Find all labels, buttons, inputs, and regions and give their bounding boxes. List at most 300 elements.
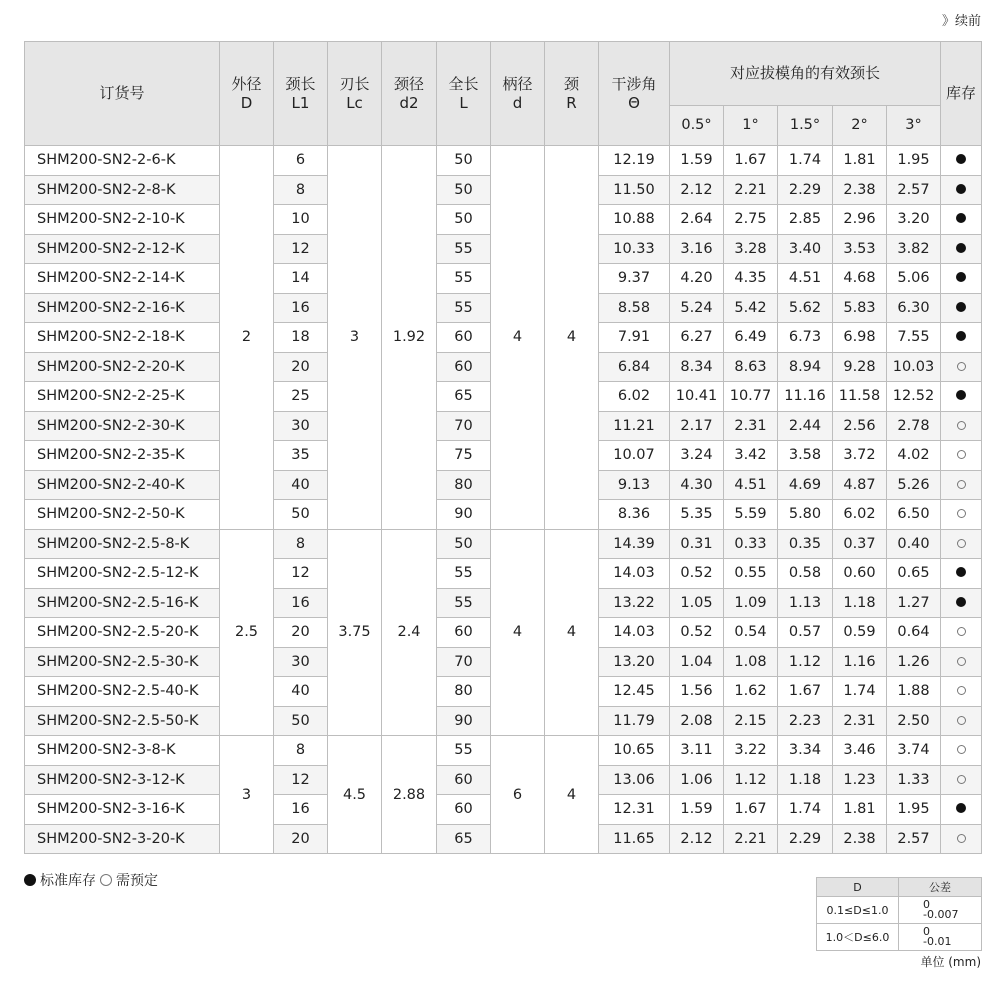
order-code-cell: SHM200-SN2-2-8-K — [25, 175, 220, 205]
neck-length-cell: 30 — [274, 647, 328, 677]
effective-length-cell: 3.74 — [887, 736, 941, 766]
effective-length-cell: 5.42 — [724, 293, 778, 323]
stock-cell — [941, 706, 982, 736]
continued-label: 》续前 — [941, 14, 981, 29]
stock-cell — [941, 765, 982, 795]
effective-length-cell: 2.21 — [724, 824, 778, 854]
effective-length-cell: 2.29 — [778, 175, 833, 205]
neck-length-cell: 35 — [274, 441, 328, 471]
order-code-cell: SHM200-SN2-2-16-K — [25, 293, 220, 323]
stock-full-icon — [956, 390, 966, 400]
order-code-cell: SHM200-SN2-2-6-K — [25, 146, 220, 176]
effective-length-cell: 5.59 — [724, 500, 778, 530]
neck-r-cell: 4 — [545, 529, 599, 736]
table-row — [25, 529, 982, 559]
effective-length-cell: 1.81 — [833, 146, 887, 176]
total-length-cell: 65 — [437, 382, 491, 412]
effective-length-cell: 1.18 — [778, 765, 833, 795]
table-body — [25, 146, 982, 854]
effective-length-cell: 4.30 — [670, 470, 724, 500]
product-table — [24, 41, 982, 854]
effective-length-cell: 2.31 — [833, 706, 887, 736]
stock-cell — [941, 205, 982, 235]
stock-order-icon — [957, 421, 966, 430]
unit-label: 单位 (mm) — [920, 955, 981, 969]
effective-length-cell: 3.28 — [724, 234, 778, 264]
header-eff-angle: 3° — [887, 106, 941, 146]
stock-cell — [941, 588, 982, 618]
effective-length-cell: 0.52 — [670, 618, 724, 648]
effective-length-cell: 1.74 — [778, 795, 833, 825]
tolerance-table — [816, 877, 982, 951]
stock-full-icon — [956, 272, 966, 282]
total-length-cell: 75 — [437, 441, 491, 471]
stock-cell — [941, 677, 982, 707]
stock-full-icon — [956, 213, 966, 223]
effective-length-cell: 1.26 — [887, 647, 941, 677]
effective-length-cell: 1.67 — [724, 795, 778, 825]
effective-length-cell: 3.22 — [724, 736, 778, 766]
tolerance-header-d: D — [817, 878, 899, 897]
neck-length-cell: 14 — [274, 264, 328, 294]
total-length-cell: 55 — [437, 736, 491, 766]
effective-length-cell: 3.58 — [778, 441, 833, 471]
order-code-cell: SHM200-SN2-2.5-8-K — [25, 529, 220, 559]
angle-cell: 7.91 — [599, 323, 670, 353]
neck-length-cell: 16 — [274, 588, 328, 618]
effective-length-cell: 0.33 — [724, 529, 778, 559]
total-length-cell: 65 — [437, 824, 491, 854]
effective-length-cell: 3.82 — [887, 234, 941, 264]
stock-cell — [941, 411, 982, 441]
effective-length-cell: 1.23 — [833, 765, 887, 795]
blade-length-cell: 3 — [328, 146, 382, 530]
stock-order-icon — [957, 627, 966, 636]
total-length-cell: 60 — [437, 352, 491, 382]
neck-r-cell: 4 — [545, 736, 599, 854]
effective-length-cell: 1.62 — [724, 677, 778, 707]
shank-cell: 4 — [491, 529, 545, 736]
effective-length-cell: 0.54 — [724, 618, 778, 648]
effective-length-cell: 1.12 — [724, 765, 778, 795]
effective-length-cell: 5.35 — [670, 500, 724, 530]
angle-cell: 11.65 — [599, 824, 670, 854]
stock-cell — [941, 618, 982, 648]
effective-length-cell: 1.88 — [887, 677, 941, 707]
effective-length-cell: 1.59 — [670, 795, 724, 825]
effective-length-cell: 4.51 — [724, 470, 778, 500]
stock-order-icon — [957, 745, 966, 754]
header-stock: 库存 — [941, 42, 982, 146]
effective-length-cell: 4.51 — [778, 264, 833, 294]
total-length-cell: 55 — [437, 559, 491, 589]
total-length-cell: 55 — [437, 264, 491, 294]
neck-length-cell: 12 — [274, 234, 328, 264]
order-code-cell: SHM200-SN2-2.5-30-K — [25, 647, 220, 677]
effective-length-cell: 3.24 — [670, 441, 724, 471]
effective-length-cell: 0.58 — [778, 559, 833, 589]
effective-length-cell: 2.50 — [887, 706, 941, 736]
effective-length-cell: 4.02 — [887, 441, 941, 471]
stock-full-icon — [956, 184, 966, 194]
effective-length-cell: 3.34 — [778, 736, 833, 766]
stock-full-icon — [956, 331, 966, 341]
tolerance-range: 1.0＜D≤6.0 — [817, 924, 899, 951]
total-length-cell: 60 — [437, 765, 491, 795]
angle-cell: 14.39 — [599, 529, 670, 559]
effective-length-cell: 2.29 — [778, 824, 833, 854]
effective-length-cell: 2.64 — [670, 205, 724, 235]
header-neck-diameter: 颈径 d2 — [382, 42, 437, 146]
angle-cell: 10.88 — [599, 205, 670, 235]
order-code-cell: SHM200-SN2-2-14-K — [25, 264, 220, 294]
effective-length-cell: 6.73 — [778, 323, 833, 353]
header-total-length: 全长 L — [437, 42, 491, 146]
stock-order-icon — [957, 539, 966, 548]
effective-length-cell: 6.50 — [887, 500, 941, 530]
effective-length-cell: 1.33 — [887, 765, 941, 795]
effective-length-cell: 3.42 — [724, 441, 778, 471]
order-code-cell: SHM200-SN2-2-30-K — [25, 411, 220, 441]
effective-length-cell: 5.62 — [778, 293, 833, 323]
header-od: 外径 D — [220, 42, 274, 146]
stock-cell — [941, 323, 982, 353]
order-code-cell: SHM200-SN2-2.5-16-K — [25, 588, 220, 618]
effective-length-cell: 2.57 — [887, 175, 941, 205]
effective-length-cell: 1.12 — [778, 647, 833, 677]
stock-order-icon — [957, 775, 966, 784]
stock-cell — [941, 470, 982, 500]
stock-order-icon — [957, 686, 966, 695]
stock-cell — [941, 352, 982, 382]
angle-cell: 10.07 — [599, 441, 670, 471]
table-row — [25, 146, 982, 176]
effective-length-cell: 1.67 — [778, 677, 833, 707]
total-length-cell: 70 — [437, 411, 491, 441]
order-code-cell: SHM200-SN2-2.5-50-K — [25, 706, 220, 736]
od-cell: 2.5 — [220, 529, 274, 736]
effective-length-cell: 8.34 — [670, 352, 724, 382]
neck-diameter-cell: 2.4 — [382, 529, 437, 736]
effective-length-cell: 4.68 — [833, 264, 887, 294]
stock-full-icon — [956, 803, 966, 813]
neck-length-cell: 20 — [274, 824, 328, 854]
effective-length-cell: 2.12 — [670, 175, 724, 205]
effective-length-cell: 12.52 — [887, 382, 941, 412]
total-length-cell: 80 — [437, 470, 491, 500]
total-length-cell: 50 — [437, 175, 491, 205]
order-code-cell: SHM200-SN2-3-8-K — [25, 736, 220, 766]
angle-cell: 9.13 — [599, 470, 670, 500]
order-code-cell: SHM200-SN2-2.5-12-K — [25, 559, 220, 589]
od-cell: 2 — [220, 146, 274, 530]
neck-length-cell: 16 — [274, 293, 328, 323]
neck-length-cell: 50 — [274, 500, 328, 530]
total-length-cell: 55 — [437, 234, 491, 264]
angle-cell: 11.79 — [599, 706, 670, 736]
stock-cell — [941, 736, 982, 766]
angle-cell: 12.45 — [599, 677, 670, 707]
effective-length-cell: 0.59 — [833, 618, 887, 648]
header-effective-length-group: 对应拔模角的有效颈长 — [670, 42, 941, 106]
effective-length-cell: 2.56 — [833, 411, 887, 441]
neck-length-cell: 6 — [274, 146, 328, 176]
order-code-cell: SHM200-SN2-2-25-K — [25, 382, 220, 412]
total-length-cell: 80 — [437, 677, 491, 707]
effective-length-cell: 3.53 — [833, 234, 887, 264]
neck-length-cell: 10 — [274, 205, 328, 235]
neck-diameter-cell: 1.92 — [382, 146, 437, 530]
stock-cell — [941, 824, 982, 854]
angle-cell: 9.37 — [599, 264, 670, 294]
neck-length-cell: 8 — [274, 736, 328, 766]
order-code-cell: SHM200-SN2-2-12-K — [25, 234, 220, 264]
header-eff-angle: 2° — [833, 106, 887, 146]
effective-length-cell: 0.65 — [887, 559, 941, 589]
total-length-cell: 60 — [437, 618, 491, 648]
angle-cell: 6.84 — [599, 352, 670, 382]
effective-length-cell: 8.94 — [778, 352, 833, 382]
stock-full-icon — [956, 567, 966, 577]
effective-length-cell: 2.78 — [887, 411, 941, 441]
effective-length-cell: 5.26 — [887, 470, 941, 500]
total-length-cell: 90 — [437, 706, 491, 736]
header-eff-angle: 1.5° — [778, 106, 833, 146]
angle-cell: 13.20 — [599, 647, 670, 677]
angle-cell: 10.33 — [599, 234, 670, 264]
effective-length-cell: 6.27 — [670, 323, 724, 353]
effective-length-cell: 2.85 — [778, 205, 833, 235]
effective-length-cell: 10.03 — [887, 352, 941, 382]
order-code-cell: SHM200-SN2-2.5-20-K — [25, 618, 220, 648]
effective-length-cell: 2.57 — [887, 824, 941, 854]
effective-length-cell: 2.44 — [778, 411, 833, 441]
total-length-cell: 50 — [437, 529, 491, 559]
neck-length-cell: 40 — [274, 677, 328, 707]
total-length-cell: 55 — [437, 588, 491, 618]
stock-full-icon — [956, 154, 966, 164]
shank-cell: 4 — [491, 146, 545, 530]
effective-length-cell: 1.95 — [887, 146, 941, 176]
effective-length-cell: 2.08 — [670, 706, 724, 736]
stock-cell — [941, 559, 982, 589]
effective-length-cell: 1.08 — [724, 647, 778, 677]
neck-length-cell: 25 — [274, 382, 328, 412]
effective-length-cell: 10.41 — [670, 382, 724, 412]
effective-length-cell: 0.31 — [670, 529, 724, 559]
header-neck-r: 颈 R — [545, 42, 599, 146]
neck-length-cell: 20 — [274, 352, 328, 382]
total-length-cell: 50 — [437, 146, 491, 176]
effective-length-cell: 1.59 — [670, 146, 724, 176]
tolerance-value: 0 -0.007 — [899, 897, 982, 924]
stock-cell — [941, 146, 982, 176]
neck-length-cell: 40 — [274, 470, 328, 500]
angle-cell: 13.22 — [599, 588, 670, 618]
stock-cell — [941, 795, 982, 825]
header-code: 订货号 — [25, 42, 220, 146]
effective-length-cell: 3.11 — [670, 736, 724, 766]
neck-r-cell: 4 — [545, 146, 599, 530]
order-code-cell: SHM200-SN2-3-12-K — [25, 765, 220, 795]
legend — [24, 870, 158, 890]
total-length-cell: 70 — [437, 647, 491, 677]
effective-length-cell: 6.02 — [833, 500, 887, 530]
stock-order-icon — [957, 509, 966, 518]
stock-order-icon — [957, 362, 966, 371]
effective-length-cell: 3.20 — [887, 205, 941, 235]
order-code-cell: SHM200-SN2-2-40-K — [25, 470, 220, 500]
header-eff-angle: 1° — [724, 106, 778, 146]
total-length-cell: 50 — [437, 205, 491, 235]
effective-length-cell: 0.52 — [670, 559, 724, 589]
effective-length-cell: 1.67 — [724, 146, 778, 176]
neck-length-cell: 50 — [274, 706, 328, 736]
stock-order-icon — [957, 657, 966, 666]
effective-length-cell: 0.64 — [887, 618, 941, 648]
stock-full-icon — [956, 302, 966, 312]
neck-diameter-cell: 2.88 — [382, 736, 437, 854]
effective-length-cell: 2.21 — [724, 175, 778, 205]
effective-length-cell: 9.28 — [833, 352, 887, 382]
effective-length-cell: 11.16 — [778, 382, 833, 412]
stock-cell — [941, 500, 982, 530]
blade-length-cell: 3.75 — [328, 529, 382, 736]
effective-length-cell: 0.35 — [778, 529, 833, 559]
effective-length-cell: 0.37 — [833, 529, 887, 559]
effective-length-cell: 10.77 — [724, 382, 778, 412]
angle-cell: 14.03 — [599, 618, 670, 648]
angle-cell: 12.31 — [599, 795, 670, 825]
stock-cell — [941, 234, 982, 264]
effective-length-cell: 3.46 — [833, 736, 887, 766]
effective-length-cell: 6.49 — [724, 323, 778, 353]
total-length-cell: 60 — [437, 795, 491, 825]
effective-length-cell: 4.87 — [833, 470, 887, 500]
blade-length-cell: 4.5 — [328, 736, 382, 854]
order-code-cell: SHM200-SN2-2-50-K — [25, 500, 220, 530]
neck-length-cell: 12 — [274, 765, 328, 795]
effective-length-cell: 0.60 — [833, 559, 887, 589]
effective-length-cell: 5.24 — [670, 293, 724, 323]
effective-length-cell: 1.74 — [778, 146, 833, 176]
effective-length-cell: 0.57 — [778, 618, 833, 648]
effective-length-cell: 1.05 — [670, 588, 724, 618]
neck-length-cell: 16 — [274, 795, 328, 825]
od-cell: 3 — [220, 736, 274, 854]
stock-full-icon — [956, 243, 966, 253]
angle-cell: 12.19 — [599, 146, 670, 176]
order-code-cell: SHM200-SN2-3-16-K — [25, 795, 220, 825]
angle-cell: 8.58 — [599, 293, 670, 323]
effective-length-cell: 1.27 — [887, 588, 941, 618]
neck-length-cell: 12 — [274, 559, 328, 589]
effective-length-cell: 1.13 — [778, 588, 833, 618]
neck-length-cell: 8 — [274, 529, 328, 559]
header-shank: 柄径 d — [491, 42, 545, 146]
effective-length-cell: 0.55 — [724, 559, 778, 589]
total-length-cell: 90 — [437, 500, 491, 530]
total-length-cell: 55 — [437, 293, 491, 323]
effective-length-cell: 5.06 — [887, 264, 941, 294]
order-code-cell: SHM200-SN2-2.5-40-K — [25, 677, 220, 707]
effective-length-cell: 8.63 — [724, 352, 778, 382]
effective-length-cell: 2.75 — [724, 205, 778, 235]
stock-full-icon — [956, 597, 966, 607]
effective-length-cell: 2.38 — [833, 175, 887, 205]
order-code-cell: SHM200-SN2-2-35-K — [25, 441, 220, 471]
total-length-cell: 60 — [437, 323, 491, 353]
effective-length-cell: 2.17 — [670, 411, 724, 441]
angle-cell: 6.02 — [599, 382, 670, 412]
angle-cell: 8.36 — [599, 500, 670, 530]
effective-length-cell: 1.18 — [833, 588, 887, 618]
angle-cell: 10.65 — [599, 736, 670, 766]
stock-cell — [941, 293, 982, 323]
header-blade-length: 刃长 Lc — [328, 42, 382, 146]
effective-length-cell: 4.35 — [724, 264, 778, 294]
shank-cell: 6 — [491, 736, 545, 854]
effective-length-cell: 1.95 — [887, 795, 941, 825]
header-angle: 干涉角 Θ — [599, 42, 670, 146]
effective-length-cell: 2.31 — [724, 411, 778, 441]
effective-length-cell: 6.30 — [887, 293, 941, 323]
order-code-cell: SHM200-SN2-2-20-K — [25, 352, 220, 382]
effective-length-cell: 4.69 — [778, 470, 833, 500]
stock-order-icon — [957, 716, 966, 725]
effective-length-cell: 1.81 — [833, 795, 887, 825]
effective-length-cell: 1.16 — [833, 647, 887, 677]
effective-length-cell: 1.04 — [670, 647, 724, 677]
header-neck-length: 颈长 L1 — [274, 42, 328, 146]
table-row — [25, 736, 982, 766]
angle-cell: 13.06 — [599, 765, 670, 795]
header-eff-angle: 0.5° — [670, 106, 724, 146]
effective-length-cell: 7.55 — [887, 323, 941, 353]
tolerance-value: 0 -0.01 — [899, 924, 982, 951]
effective-length-cell: 3.72 — [833, 441, 887, 471]
neck-length-cell: 8 — [274, 175, 328, 205]
stock-cell — [941, 382, 982, 412]
effective-length-cell: 4.20 — [670, 264, 724, 294]
neck-length-cell: 30 — [274, 411, 328, 441]
stock-cell — [941, 647, 982, 677]
effective-length-cell: 6.98 — [833, 323, 887, 353]
stock-order-icon — [957, 480, 966, 489]
legend-full-label: 标准库存 — [40, 873, 96, 889]
tolerance-header-tol: 公差 — [899, 878, 982, 897]
effective-length-cell: 1.09 — [724, 588, 778, 618]
stock-order-icon — [100, 874, 112, 886]
stock-order-icon — [957, 450, 966, 459]
effective-length-cell: 3.16 — [670, 234, 724, 264]
neck-length-cell: 20 — [274, 618, 328, 648]
stock-order-icon — [957, 834, 966, 843]
legend-order-label: 需预定 — [116, 873, 158, 889]
order-code-cell: SHM200-SN2-3-20-K — [25, 824, 220, 854]
neck-length-cell: 18 — [274, 323, 328, 353]
effective-length-cell: 0.40 — [887, 529, 941, 559]
effective-length-cell: 1.06 — [670, 765, 724, 795]
angle-cell: 11.21 — [599, 411, 670, 441]
effective-length-cell: 2.23 — [778, 706, 833, 736]
effective-length-cell: 2.12 — [670, 824, 724, 854]
effective-length-cell: 1.56 — [670, 677, 724, 707]
order-code-cell: SHM200-SN2-2-10-K — [25, 205, 220, 235]
angle-cell: 14.03 — [599, 559, 670, 589]
effective-length-cell: 5.83 — [833, 293, 887, 323]
stock-cell — [941, 441, 982, 471]
